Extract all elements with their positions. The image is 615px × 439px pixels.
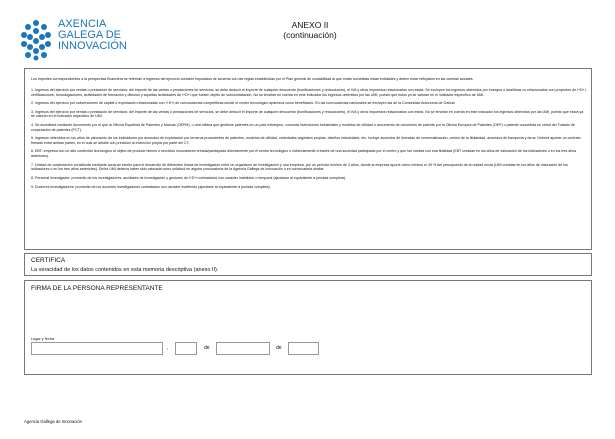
day-input[interactable] (175, 342, 197, 355)
note-item: 4. Se acreditará mediante documento por el que la Oficina Española de Patentes y Marcas (OEPM), u otra oficina que gestione patentes en un país extranjero, conceda invenciones industriales y modelos de utilidad o documento de concesión de patente por la Oficina Europea de Patentes (OEP) o patente concedida en virtud del Tratado de cooperación de patentes (PCT). (31, 123, 575, 132)
certifica-text: La veracidad de los datos contenidos en esta memoria descriptiva (anexo II). (31, 267, 219, 273)
note-item: 5. Ingresos obtenidos en los años de valoración de los indicadores por acuerdos de explotación por terceros procedentes de patentes, modelos de utilidad, variedades vegetales propias, diseños industriales, etc. Incluye acuerdos de licencias de comercialización, cesión de la titularidad, acuerdos de franquicia y otros. Deberá aportar un contrato firmado entre ambas partes, en el cual se detalle con precisión la invención propia por parte del CT. (31, 136, 581, 145)
notes-intro: Los importes correspondientes a la perspectiva financiera se referirán a ingresos del ejercicio contable imputados de acuerdo con las reglas establecidas por el Plan general de contabilidad al que están sometidas estas entidades y deben estar reflejados en las cuentas anuales. (31, 77, 474, 81)
year-input[interactable] (288, 342, 319, 355)
de-separator-1: de (204, 345, 210, 351)
de-separator-2: de (276, 345, 282, 351)
signature-box (24, 280, 592, 375)
agency-logo (20, 19, 160, 61)
place-input[interactable] (31, 342, 163, 355)
month-input[interactable] (216, 342, 270, 355)
logo-line-3: INNOVACIÓN (58, 40, 127, 52)
note-item: 7. Unidad de colaboración constituida mediante acuerdo escrito para el desarrollo de diferentes líneas de investigación entre un organismo de investigación y una empresa, por un período mínimo de 3 años, donde la empresa aporte como mínimo el 49 % del presupuesto de la unidad mixta (UMI creadas en los años de valoración de los indicadores o en los tres años anteriores). Dicha UMI debería haber sido valorada como solicitud en alguna convocatoria de la Agencia Gallega de Innovación o en convocatoria similar. (31, 162, 568, 172)
logo-line-2: GALEGA DE (58, 29, 121, 41)
galicia-crest-icon (20, 19, 52, 61)
certifica-title: CERTIFICA (31, 257, 66, 264)
notes-list (31, 88, 587, 193)
annex-subtitle: (continuación) (283, 30, 337, 40)
note-item: 1. Ingresos del ejercicio por ventas o prestación de servicios: del importe de las ventas o prestaciones de servicios, se debe deducir el importe de cualquier descuento (bonificaciones y reducciones), el IVA y otros impuestos relacionados con estas. Se excluyen los ingresos obtenidos por ensayos o analíticas no relacionados con proyectos de I+D+i, certificaciones, homologaciones, actividades de formación y difusión y aquellas actividades de I+D+i que fuesen objeto de subcontratación. No se tendrán en cuenta en este indicador los ingresos obtenidos por las UMI, puesto que estos ya se valoran en el indicador específico de UMI. (31, 88, 587, 97)
notes-box (24, 68, 592, 250)
signature-title: FIRMA DE LA PERSONA REPRESENTANTE (31, 285, 163, 292)
logo-text (58, 19, 127, 52)
note-item: 9. Doctores investigadores: promedio de los doctores investigadores contratados con carácter indefinido (ajustarse al equivalente a jornada completa). (31, 184, 271, 189)
certifica-box (24, 253, 592, 276)
annex-heading (270, 20, 350, 40)
note-item: 6. EBT: empresa con un alto contenido tecnológico al objeto de producir bienes o servicios innovadores creada/participada directamente por el centro tecnológico o indirectamente a través de una sociedad participada por el centro y que fue creada con esa finalidad (EBT creadas en los años de valoración de los indicadores o en los tres años anteriores). (31, 149, 577, 158)
note-item: 2. Ingresos del ejercicio por subvenciones de capital o explotación relacionadas con I+D+i de convocatorias competitivas donde el centro tecnológico aparezca como beneficiario. En las convocatorias nacionales se excluyen las de la Comunidad Autónoma de Galicia. (31, 101, 456, 106)
logo-line-1: AXENCIA (58, 18, 107, 30)
comma-separator: , (167, 345, 169, 351)
footer-agency: Agencia Gallega de Innovación (24, 419, 82, 424)
annex-title: ANEXO II (291, 20, 329, 30)
note-item: 3. Ingresos del ejercicio por ventas o prestación de servicios: del importe de las ventas o prestaciones de servicios, se debe deducir el importe de cualquier descuento (bonificaciones y reducciones), el IVA y otros impuestos relacionados con estas. No se tendrán en cuenta en este indicador los ingresos obtenidos por las UMI, puesto que estos ya se valoran en el indicador específico de UMI. (31, 109, 584, 119)
note-item: 8. Personal investigador: promedio de los investigadores, auxiliares de investigación y gestores de I+D+i contratados con carácter indefinido o temporal (ajustarse al equivalente a jornada completa). (31, 175, 347, 180)
place-date-label: Lugar y fecha (31, 337, 55, 341)
